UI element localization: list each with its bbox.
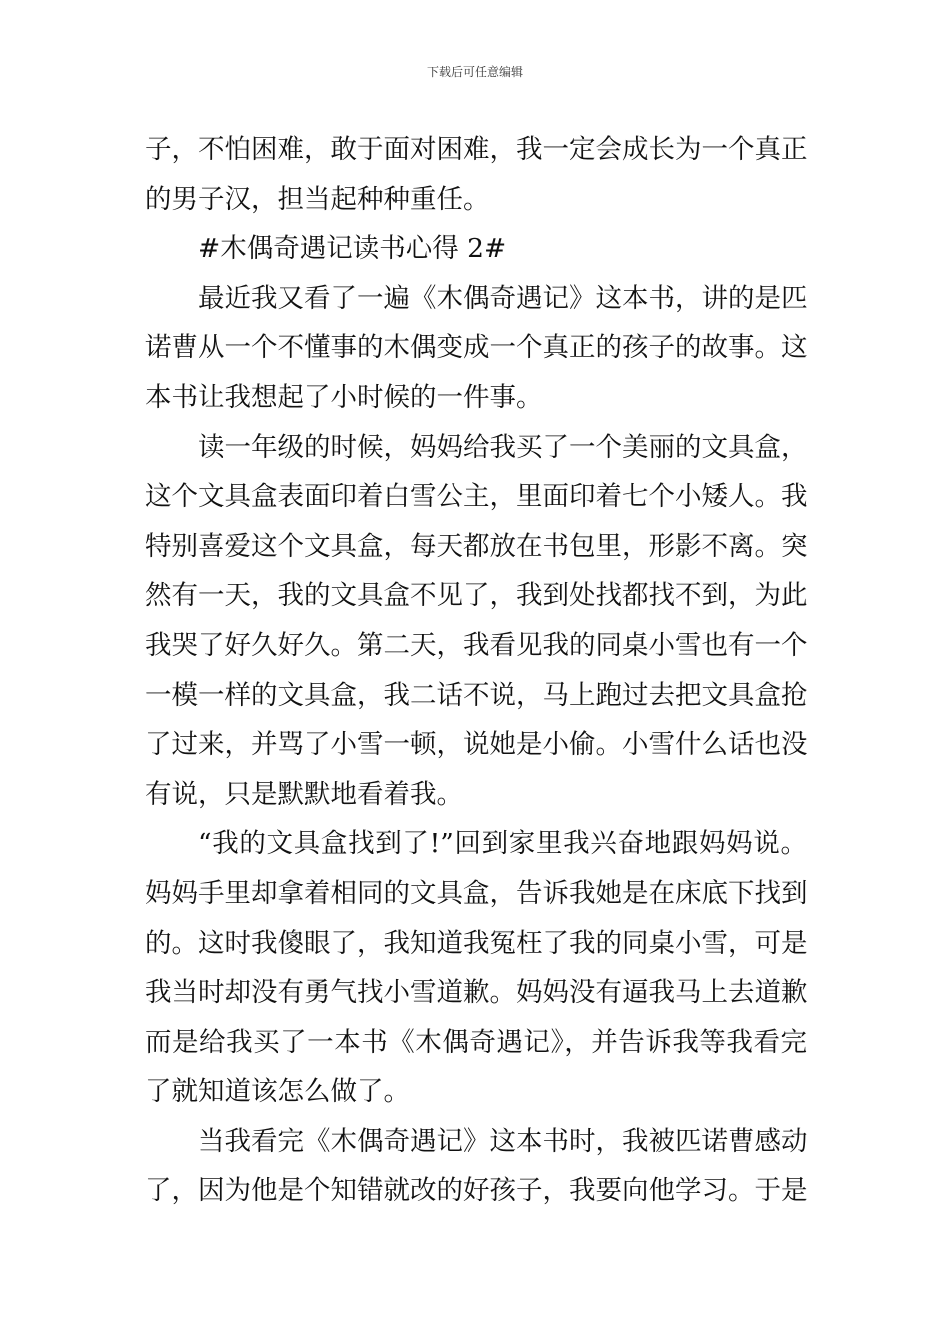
- text-line: 诺曹从一个不懂事的木偶变成一个真正的孩子的故事。这: [145, 332, 808, 364]
- text-line: 了就知道该怎么做了。: [145, 1076, 410, 1108]
- text-line: “我的文具盒找到了!”回到家里我兴奋地跟妈妈说。: [198, 828, 807, 860]
- text-line: 的男子汉，担当起种种重任。: [145, 183, 490, 215]
- text-line: 了过来，并骂了小雪一顿，说她是小偷。小雪什么话也没: [145, 729, 808, 761]
- text-line: 的。这时我傻眼了，我知道我冤枉了我的同桌小雪，可是: [145, 927, 808, 959]
- text-line: 特别喜爱这个文具盒，每天都放在书包里，形影不离。突: [145, 530, 808, 562]
- text-line: 这个文具盒表面印着白雪公主，里面印着七个小矮人。我: [145, 481, 808, 513]
- text-line: 有说，只是默默地看着我。: [145, 778, 463, 810]
- document-body: [145, 125, 807, 1216]
- text-line: 本书让我想起了小时候的一件事。: [145, 381, 543, 413]
- text-line: 然有一天，我的文具盒不见了，我到处找都找不到，为此: [145, 580, 808, 612]
- page-header: 下载后可任意编辑: [426, 65, 523, 79]
- text-line: 读一年级的时候，妈妈给我买了一个美丽的文具盒，: [198, 431, 808, 463]
- text-line: 一模一样的文具盒，我二话不说，马上跑过去把文具盒抢: [145, 679, 808, 711]
- text-line: 而是给我买了一本书《木偶奇遇记》，并告诉我等我看完: [145, 1026, 807, 1058]
- text-line: 我当时却没有勇气找小雪道歉。妈妈没有逼我马上去道歉: [145, 977, 808, 1009]
- text-line: 当我看完《木偶奇遇记》这本书时，我被匹诺曹感动: [198, 1125, 808, 1157]
- text-line: 我哭了好久好久。第二天，我看见我的同桌小雪也有一个: [145, 629, 808, 661]
- section-heading: #木偶奇遇记读书心得 2#: [198, 233, 507, 265]
- text-line: 子，不怕困难，敢于面对困难，我一定会成长为一个真正: [145, 134, 808, 165]
- text-line: 妈妈手里却拿着相同的文具盒，告诉我她是在床底下找到: [145, 877, 808, 909]
- text-line: 最近我又看了一遍《木偶奇遇记》这本书，讲的是匹: [198, 282, 808, 314]
- text-line: 了，因为他是个知错就改的好孩子，我要向他学习。于是: [145, 1175, 808, 1207]
